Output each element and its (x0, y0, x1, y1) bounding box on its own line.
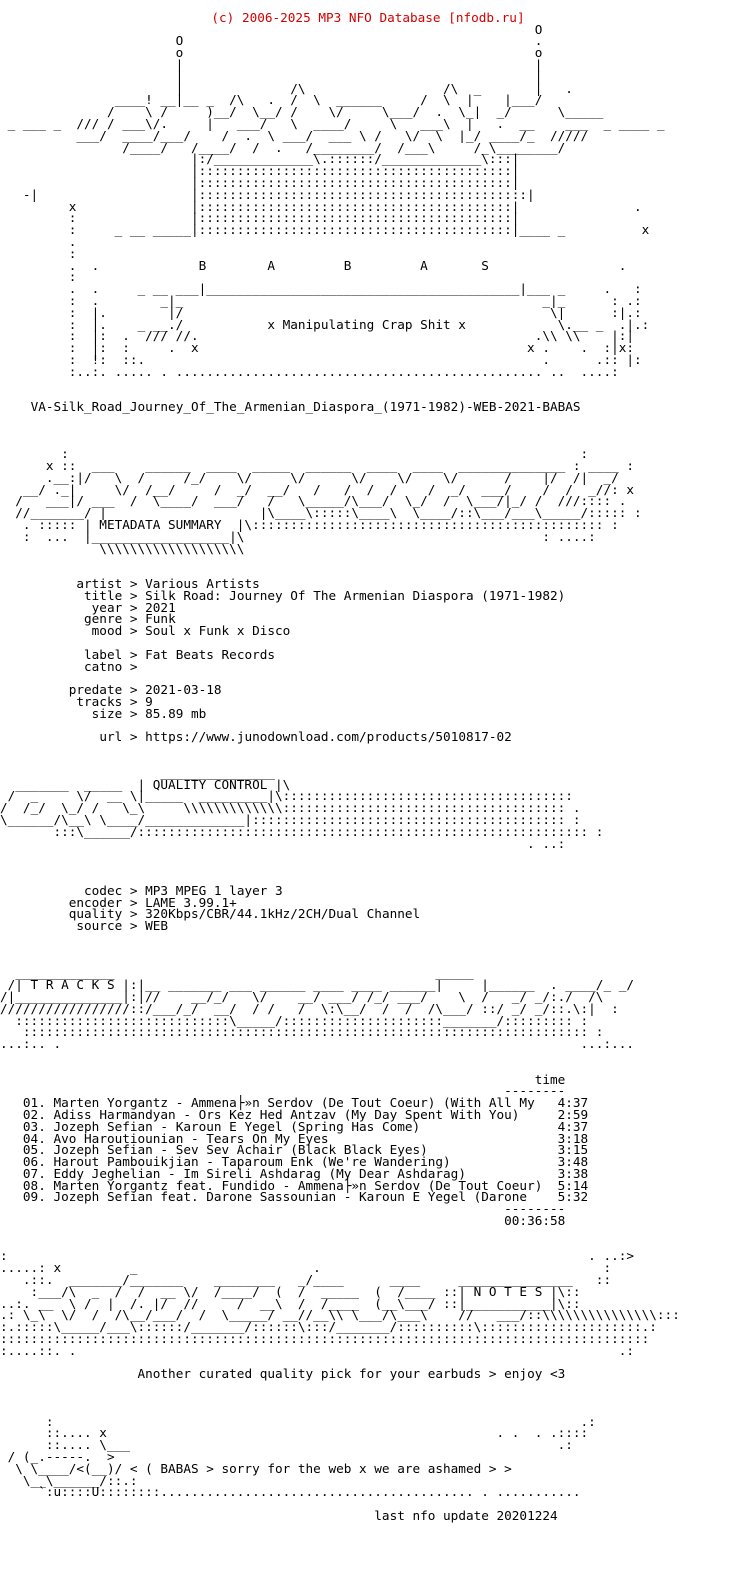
notes-art-line: .::. _______/_______ ________ _/____ ____ _______________ :: (0, 1272, 612, 1288)
track-title: Marten Yorgantz feat. Fundido - Ammena├»n Serdov (De Tout Coeur) (53, 1177, 543, 1193)
notes-art-line: .: \_\ \/ / /\__/___/ / \_____/ __//__\\ \___/\___\ // ___/::\\\\\\\\\\\\\\\::: (0, 1307, 680, 1323)
track-time: 3:38 (557, 1165, 589, 1181)
tracks-art-line: ::::::::::::::::::::::::::::\_____/:::::::::::::::::::::_______/::::::::: : (0, 1012, 589, 1028)
logo-art-line: _ ___ _ /// / ___\/. | ___/ \ ____/ \ ___\ | . __ ___ _ ____ _ (0, 115, 665, 131)
footer-art-line: / (_.-----. > (0, 1449, 115, 1465)
quality-art-line: _______________ (0, 764, 275, 780)
last-update (0, 1510, 736, 1522)
release-name (0, 401, 736, 413)
meta-row-label: label > Fat Beats Records (84, 646, 276, 662)
meta-row-size: size > 85.89 mb (91, 705, 207, 721)
quality-value: MP3 MPEG 1 layer 3 (145, 882, 283, 898)
meta-key: predate (68, 682, 123, 698)
quality-row-source: source > WEB (76, 918, 169, 934)
logo-art-line: o o (0, 45, 543, 61)
quality-row-codec: codec > MP3 MPEG 1 layer 3 (84, 882, 283, 898)
quality-value: WEB (145, 918, 169, 934)
quality-art-line: / _ \/ __ \|_____ _________|\:::::::::::::::::::::::::::::::::::::: (0, 788, 573, 804)
track-number: 05. (22, 1142, 46, 1158)
footer-art (0, 1413, 736, 1500)
track-number: 09. (22, 1189, 46, 1205)
logo-art-line: O (0, 21, 543, 37)
quality-control-art (0, 764, 736, 851)
meta-row-title: title > Silk Road: Journey Of The Armenian Diaspora (1971-1982) (84, 587, 566, 603)
logo-art-line: : |:::::::::::::::::::::::::::::::::::::::::| (0, 210, 520, 226)
track-time: 4:37 (557, 1118, 589, 1134)
metadata-art-line: \\\\\\\\\\\\\\\\\\\ (0, 540, 245, 556)
logo-art-line: |:::::::::::::::::::::::::::::::::::::::::| (0, 163, 520, 179)
logo-art-line: ___/ ____/___/ / . \ ___/ ___ \ / \/ \ |_/ ____/_ ///// (0, 127, 589, 143)
track-number: 08. (22, 1177, 46, 1193)
logo-art-line: . . B A B A S . (0, 257, 627, 273)
track-time: 5:32 (557, 1189, 589, 1205)
metadata-art-line: . ::::: | METADATA SUMMARY |\:::::::::::::::::::::::::::::::::::::::::::::: : (0, 517, 619, 533)
track-title: Eddy Jeghelian - Im Sireli Ashdarag (My Dear Ashdarag) (53, 1165, 466, 1181)
metadata-summary-art (0, 448, 736, 554)
logo-art-line: | /\ /\ _ | . (0, 80, 573, 96)
logo-art-line: . . _ __ ___|_________________________________________|___ _ . : (0, 281, 642, 297)
metadata-art-line: __/ ._| \/ /__/ / _/ __/ / / / / / _/ ___/ / / _//: x (0, 481, 634, 497)
quality-value: 320Kbps/CBR/44.1kHz/2CH/Dual Channel (145, 906, 421, 922)
logo-art-line: : |: . /// //. .\\ \\ |:| (0, 328, 634, 344)
track-title: Adiss Harmandyan - Ors Kez Hed Antzav (My Day Spent With You) (53, 1106, 520, 1122)
meta-key: mood (91, 623, 123, 639)
meta-row-year: year > 2021 (91, 599, 176, 615)
quality-key: encoder (68, 894, 123, 910)
divider: -------- (504, 1083, 566, 1099)
logo-art-line: : (0, 245, 77, 261)
logo-art-line: x |:::::::::::::::::::::::::::::::::::::::::| . (0, 198, 642, 214)
logo-art-line: : . _|_ _|_ : .: (0, 292, 642, 308)
footer-art-line: `:u::::U::::::::......................................... . ........... (0, 1484, 581, 1500)
notes-art (0, 1250, 736, 1356)
track-number: 04. (22, 1130, 46, 1146)
meta-row-predate: predate > 2021-03-18 (68, 682, 222, 698)
quality-art-line: . ..: (0, 835, 566, 851)
tracks-art-line: /|______________|:|// __/_/ \/ __/ ___/ /_/ ___/ \ / _/ _/:./ /\ (0, 988, 604, 1004)
metadata-art-line: x :: ___ ______ ____ _____ ______ ____ ____ ______________ : ____ : (0, 458, 634, 474)
track-title: Marten Yorgantz - Ammena├»n Serdov (De Tout Coeur) (With All My (53, 1095, 535, 1111)
footer-art-line: ::.... x . . . .:::: (0, 1425, 589, 1441)
copyright-header[interactable]: (c) 2006-2025 MP3 NFO Database [nfodb.ru] (211, 9, 525, 25)
footer-art-line: ::.... \___ .: (0, 1437, 573, 1453)
meta-row-url: url > https://www.junodownload.com/products/5010817-02 (99, 729, 512, 745)
tracks-art (0, 967, 736, 1050)
footer-art-line: \__\______/::.: (0, 1472, 138, 1488)
footer-art-line: \ \____/<(__)/ < ( BABAS > sorry for the web x we are ashamed > > (0, 1460, 512, 1476)
notes-art-line: :___/\ _ / / __ \/ /____/ ( / _____ ( /____ ::| N O T E S |\:: (0, 1283, 581, 1299)
meta-value: Funk (145, 611, 176, 627)
logo-art-line: :..:. ..... . ................................................ .. ....: (0, 363, 619, 379)
meta-row-catno: catno > (84, 658, 146, 674)
track-time: 3:15 (557, 1142, 589, 1158)
track-title: Harout Pambouikjian - Taparoum Enk (We're Wandering) (53, 1154, 451, 1170)
tracks-art-line: _____________ _____ (0, 965, 581, 981)
quality-art-line: _______ _____ | QUALITY CONTROL |\ (0, 776, 291, 792)
logo-art-line: . (0, 233, 77, 249)
meta-key: catno (84, 658, 123, 674)
meta-value: 9 (145, 694, 153, 710)
quality-key: codec (84, 882, 123, 898)
meta-row-mood: mood > Soul x Funk x Disco (91, 623, 291, 639)
notes-art-line: :....::. . .: (0, 1342, 634, 1358)
meta-value: 2021 (145, 599, 176, 615)
quality-key: source (76, 918, 123, 934)
quality-value: LAME 3.99.1+ (145, 894, 237, 910)
meta-key: year (91, 599, 123, 615)
logo-art-line: O . (0, 33, 543, 49)
logo-art-line: : |. |/ \| :|.: (0, 304, 642, 320)
quality-key: quality (68, 906, 123, 922)
metadata-art-line: : ... |__________________|\ : ....: (0, 528, 596, 544)
track-time: 2:59 (557, 1106, 589, 1122)
logo-art-line: : !: ::. . .:: |: (0, 351, 642, 367)
notes-text-value: Another curated quality pick for your earbuds > enjoy <3 (137, 1366, 566, 1382)
meta-key: size (91, 705, 123, 721)
track-title: Jozeph Sefian - Sev Sev Achair (Black Black Eyes) (53, 1142, 428, 1158)
divider: -------- (504, 1201, 566, 1217)
notes-art-line: ::::::::::::::::::::::::::::::::::::::::::::::::::::::::::::::::::::::::::::::::::::: (0, 1331, 650, 1347)
meta-value: 85.89 mb (145, 705, 207, 721)
tracks-art-line: ...:.. . ...:... (0, 1036, 634, 1052)
track-title: Jozeph Sefian feat. Darone Sassounian - Karoun E Yegel (Darone (53, 1189, 528, 1205)
meta-key: tracks (76, 694, 123, 710)
logo-art-line: : _ __ _____|:::::::::::::::::::::::::::::::::::::::::|____ _ x (0, 222, 650, 238)
quality-art-line: / /_/ \_/ / \_\ \\\\\\\\\\\\\::::::::::::::::::::::::::::::::::::: . (0, 800, 581, 816)
track-time: 4:37 (557, 1095, 589, 1111)
logo-art-line: : |. _ __./ x Manipulating Crap Shit x \.__ _ .|.: (0, 316, 650, 332)
track-number: 01. (22, 1095, 46, 1111)
notes-text (0, 1368, 736, 1380)
meta-key: title (84, 587, 123, 603)
meta-key: artist (76, 576, 123, 592)
last-update-text: last nfo update 20201224 (374, 1508, 558, 1523)
meta-key: url (99, 729, 123, 745)
logo-art-line: | | (0, 56, 543, 72)
tracklist (0, 1097, 736, 1203)
notes-art-line: ..:. __ \ / | /. |/ // / __\ / /____ (__\___/ ::|___________|\:: (0, 1295, 581, 1311)
meta-value: Fat Beats Records (145, 646, 276, 662)
meta-row-artist: artist > Various Artists (76, 576, 260, 592)
logo-art-line: : |: : . x x . . :|x: (0, 340, 634, 356)
metadata-art-line: / ___|/ ___ / \____/ ___/ / \_____/\___/ \_/ / \___/|_/ / ///:::: . (0, 493, 627, 509)
track-number: 07. (22, 1165, 46, 1181)
babas-logo-art (0, 21, 736, 379)
metadata-art-line: //_______/ | |\____\:::::\____\ \____/::\___/___\_____/::::: : (0, 505, 642, 521)
track-number: 03. (22, 1118, 46, 1134)
release-name-text: VA-Silk_Road_Journey_Of_The_Armenian_Diaspora_(1971-1982)-WEB-2021-BABAS (30, 399, 581, 415)
track-time: 5:14 (557, 1177, 589, 1193)
quality-art-line: :::\______/::::::::::::::::::::::::::::::::::::::::::::::::::::::::::: : (0, 823, 604, 839)
meta-key: genre (84, 611, 123, 627)
tracks-art-line: /////////////////::/___/_/ __/ / / / \:\__/ / / /\___/ ::/ _/ _/::.\:| : (0, 1000, 619, 1016)
track-time: 3:48 (557, 1154, 589, 1170)
logo-art-line: / \ / )__/ \__/ / \/ \___/ . \_| _/ \_____ (0, 104, 604, 120)
tracks-art-line: :::::::::::::::::::::::::::::::::::::::::::::::::::::::::::::::::::::::::: : (0, 1024, 604, 1040)
meta-value: Various Artists (145, 576, 260, 592)
meta-key: label (84, 646, 123, 662)
logo-art-line: | | (0, 68, 543, 84)
quality-art-line: \______/\__\ \____/_____________|::::::::::::::::::::::::::::::::::::::::: : (0, 811, 581, 827)
notes-art-line: : . ..:> (0, 1248, 634, 1264)
logo-art-line: |:::::::::::::::::::::::::::::::::::::::::| (0, 174, 520, 190)
logo-art-line: -| |:::::::::::::::::::::::::::::::::::::::::::| (0, 186, 535, 202)
tracks-art-line: /| T R A C K S |:|__ _______ ___ ______ ____ ____ ______| |______ . ____/_ _/ (0, 977, 634, 993)
footer-art-line: : .: (0, 1413, 596, 1429)
time-header: time (534, 1071, 566, 1087)
total-time: 00:36:58 (504, 1213, 566, 1229)
track-number: 02. (22, 1106, 46, 1122)
track-number: 06. (22, 1154, 46, 1170)
track-title: Jozeph Sefian - Karoun E Yegel (Spring Has Come) (53, 1118, 421, 1134)
meta-value: Silk Road: Journey Of The Armenian Diaspora (1971-1982) (145, 587, 566, 603)
meta-row-tracks: tracks > 9 (76, 694, 153, 710)
notes-art-line: .....: x _ . : (0, 1260, 612, 1276)
notes-art-line: :.:::::\_____/___\::::::/_______/::::::\:::/_______/::::::::::\:::::::::::::::::::::.: (0, 1319, 657, 1335)
quality-row-quality: quality > 320Kbps/CBR/44.1kHz/2CH/Dual Channel (68, 906, 421, 922)
metadata-art-line: .__:|/ \ / /_/ \/ \/ \/ \/ \/ / |/ /| _/ (0, 469, 619, 485)
tracklist-total (0, 1215, 736, 1227)
logo-art-line: |:/_____________\.::::::/_____________\:::| (0, 151, 520, 167)
track-title: Avo Haroutiounian - Tears On My Eyes (53, 1130, 329, 1146)
track-time: 3:18 (557, 1130, 589, 1146)
logo-art-line: : (0, 269, 77, 285)
meta-value: Soul x Funk x Disco (145, 623, 291, 639)
quality-row-encoder: encoder > LAME 3.99.1+ (68, 894, 237, 910)
metadata-art-line: : : (0, 446, 589, 462)
meta-value: 2021-03-18 (145, 682, 222, 698)
logo-art-line: /____/ /____/ / . /________/ /___\ /_\________/ (0, 139, 566, 155)
meta-row-genre: genre > Funk (84, 611, 176, 627)
logo-art-line: ____! __|__ _ /\ . / \ ______ / \ | |___/ (0, 92, 558, 108)
meta-url-link[interactable]: https://www.junodownload.com/products/5010817-02 (145, 729, 512, 745)
